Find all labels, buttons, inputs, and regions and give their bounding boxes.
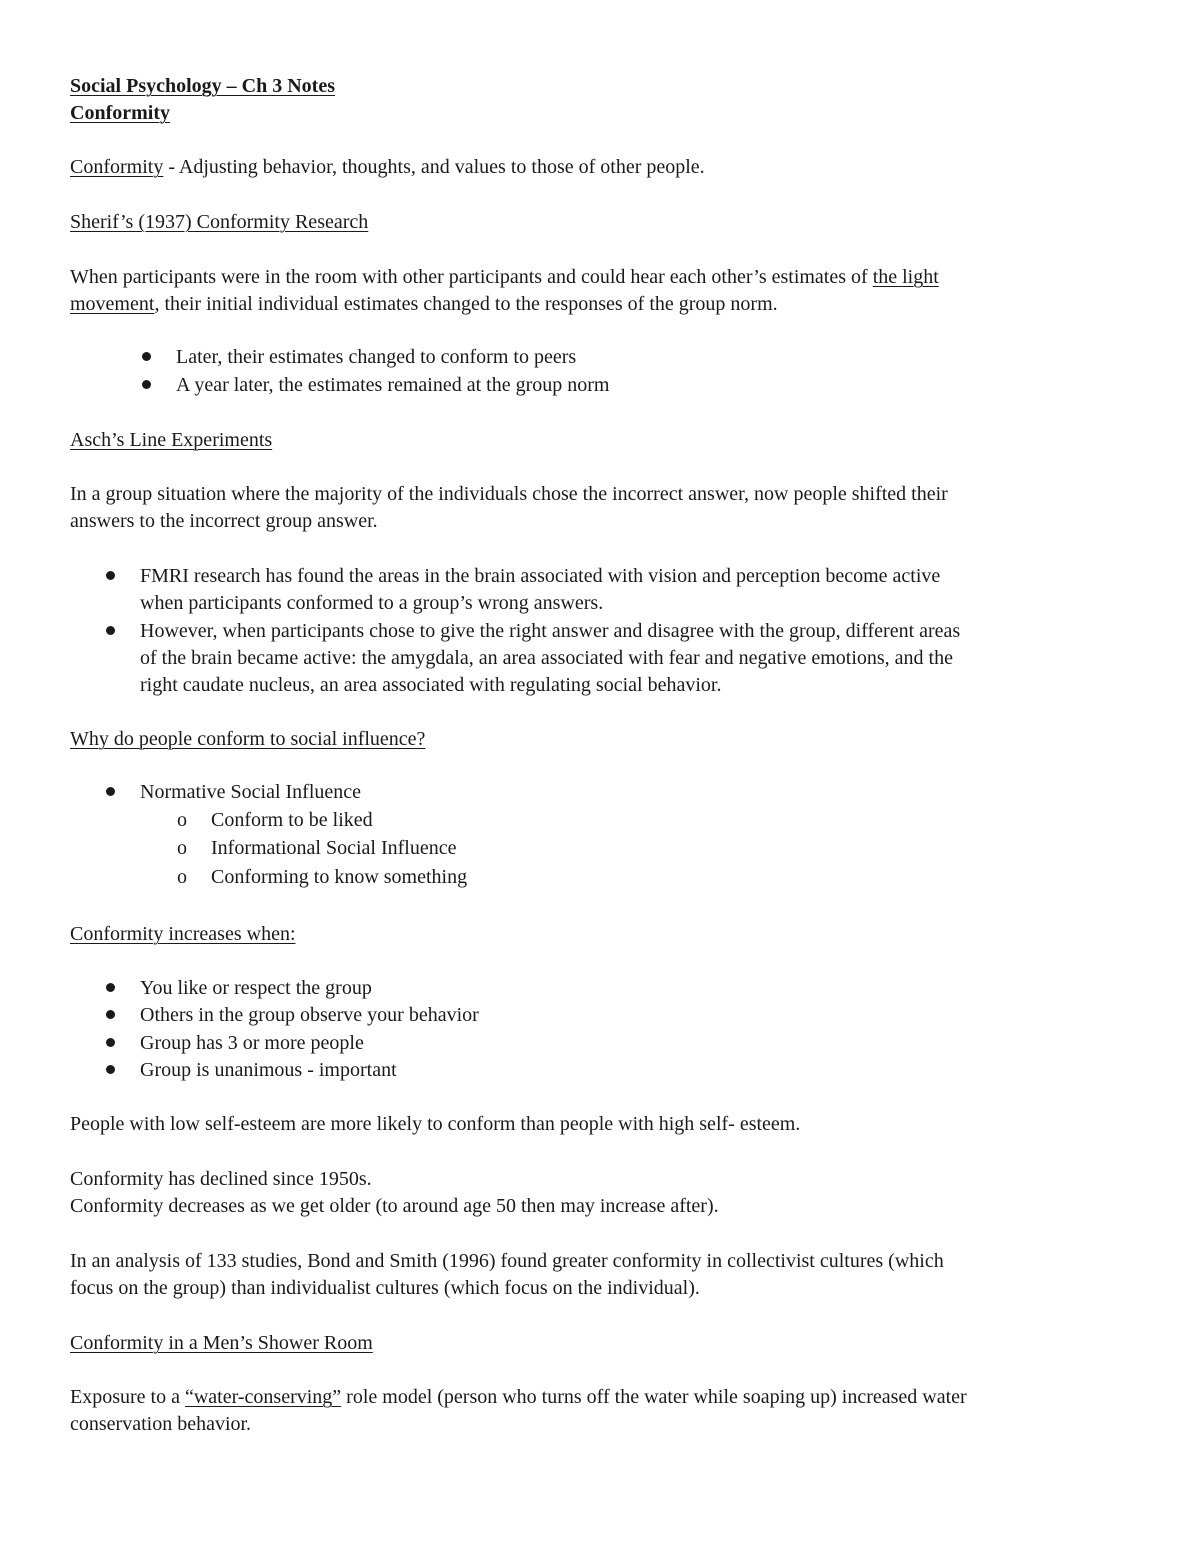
sherif-paragraph-line2 xyxy=(70,291,778,318)
shower-text-pre: Exposure to a xyxy=(70,1386,185,1408)
sherif-paragraph-line1 xyxy=(70,264,939,291)
asch-paragraph-line2: answers to the incorrect group answer. xyxy=(70,510,378,532)
bullet-icon xyxy=(142,352,151,361)
bullet-icon xyxy=(106,1038,115,1047)
definition-text: - Adjusting behavior, thoughts, and values to those of other people. xyxy=(163,156,705,178)
increase-bullet-1: You like or respect the group xyxy=(140,977,372,999)
shower-text-post: role model (person who turns off the water while soaping up) increased water xyxy=(341,1386,967,1408)
definition-term: Conformity xyxy=(70,156,164,178)
sherif-bullet-2: A year later, the estimates remained at the group norm xyxy=(176,374,610,396)
shower-heading: Conformity in a Men’s Shower Room xyxy=(70,1332,373,1354)
why-heading: Why do people conform to social influence? xyxy=(70,728,426,750)
asch-bullet-1-line2: when participants conformed to a group’s wrong answers. xyxy=(140,592,604,614)
sherif-bullet-1: Later, their estimates changed to conform to peers xyxy=(176,346,577,368)
definition-paragraph xyxy=(70,154,705,181)
bullet-icon xyxy=(106,983,115,992)
increase-bullet-2: Others in the group observe your behavior xyxy=(140,1004,479,1026)
bullet-icon xyxy=(106,1010,115,1019)
bond-line-1: In an analysis of 133 studies, Bond and Smith (1996) found greater conformity in collectivist cultures (which xyxy=(70,1250,944,1272)
asch-heading: Asch’s Line Experiments xyxy=(70,429,273,451)
sherif-underline-light: the light xyxy=(872,266,939,288)
shower-paragraph-line1 xyxy=(70,1384,967,1411)
shower-paragraph-line2: conservation behavior. xyxy=(70,1413,252,1435)
asch-bullet-2-line3: right caudate nucleus, an area associated with regulating social behavior. xyxy=(140,674,722,696)
bullet-icon xyxy=(142,380,151,389)
why-sub-3: Conforming to know something xyxy=(211,866,468,888)
asch-bullet-1-line1: FMRI research has found the areas in the brain associated with vision and perception become active xyxy=(140,565,941,587)
bullet-icon xyxy=(106,626,115,635)
bullet-icon xyxy=(106,1065,115,1074)
increase-bullet-3: Group has 3 or more people xyxy=(140,1032,364,1054)
asch-paragraph-line1: In a group situation where the majority of the individuals chose the incorrect answer, now people shifted their xyxy=(70,483,948,505)
increase-bullet-4: Group is unanimous - important xyxy=(140,1059,397,1081)
self-esteem-paragraph: People with low self-esteem are more likely to conform than people with high self- esteem. xyxy=(70,1113,801,1135)
shower-underline-term: “water-conserving” xyxy=(184,1386,342,1408)
doc-subtitle: Conformity xyxy=(70,102,170,124)
why-sub-1: Conform to be liked xyxy=(211,809,373,831)
asch-bullet-2-line2: of the brain became active: the amygdala, an area associated with fear and negative emotions, and the xyxy=(140,647,953,669)
decline-line-2: Conformity decreases as we get older (to around age 50 then may increase after). xyxy=(70,1195,719,1217)
bullet-icon xyxy=(106,787,115,796)
sub-bullet-icon: o xyxy=(177,837,187,859)
sherif-line2-text: , their initial individual estimates changed to the responses of the group norm. xyxy=(154,293,778,315)
doc-title: Social Psychology – Ch 3 Notes xyxy=(70,75,335,97)
increase-heading: Conformity increases when: xyxy=(70,923,296,945)
sherif-underline-movement: movement xyxy=(70,293,155,315)
sub-bullet-icon: o xyxy=(177,866,187,888)
sherif-heading: Sherif’s (1937) Conformity Research xyxy=(70,211,369,233)
bond-line-2: focus on the group) than individualist cultures (which focus on the individual). xyxy=(70,1277,700,1299)
asch-bullet-2-line1: However, when participants chose to give the right answer and disagree with the group, different areas xyxy=(140,620,961,642)
sub-bullet-icon: o xyxy=(177,809,187,831)
bullet-icon xyxy=(106,571,115,580)
decline-line-1: Conformity has declined since 1950s. xyxy=(70,1168,372,1190)
why-bullet: Normative Social Influence xyxy=(140,781,362,803)
sherif-line1-text: When participants were in the room with other participants and could hear each other’s estimates of xyxy=(70,266,873,288)
why-sub-2: Informational Social Influence xyxy=(211,837,457,859)
